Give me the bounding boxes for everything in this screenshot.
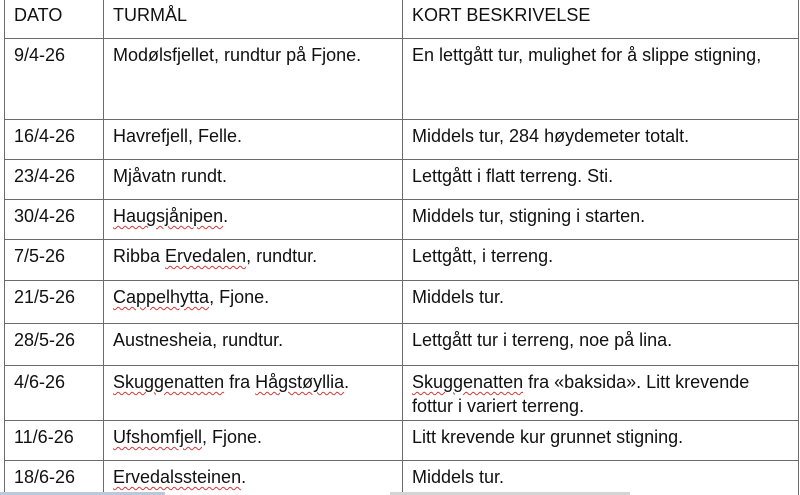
misspelled-word: Skuggenatten bbox=[412, 372, 524, 392]
hike-schedule-table bbox=[4, 0, 799, 495]
cell-destination[interactable]: Havrefjell, Felle. bbox=[104, 120, 403, 160]
misspelled-word: Skuggenatten bbox=[113, 372, 225, 392]
cell-destination[interactable] bbox=[104, 281, 403, 324]
cell-description[interactable]: Lettgått, i terreng. bbox=[403, 240, 799, 281]
cell-description[interactable]: Lettgått i flatt terreng. Sti. bbox=[403, 160, 799, 200]
cell-destination[interactable] bbox=[104, 421, 403, 461]
header-description: KORT BESKRIVELSE bbox=[403, 0, 799, 39]
cell-destination[interactable]: Austnesheia, rundtur. bbox=[104, 324, 403, 366]
cell-date[interactable]: 23/4-26 bbox=[5, 160, 104, 200]
text-fragment: , Fjone. bbox=[202, 427, 263, 447]
header-date: DATO bbox=[5, 0, 104, 39]
cell-description[interactable]: Middels tur. bbox=[403, 461, 799, 495]
table-row bbox=[5, 421, 799, 461]
cell-date[interactable]: 18/6-26 bbox=[5, 461, 104, 495]
cell-date[interactable]: 7/5-26 bbox=[5, 240, 104, 281]
table-row bbox=[5, 160, 799, 200]
text-fragment: Ribba bbox=[113, 246, 166, 266]
cell-description[interactable]: Middels tur, stigning i starten. bbox=[403, 200, 799, 240]
cell-description[interactable]: Lettgått tur i terreng, noe på lina. bbox=[403, 324, 799, 366]
cell-date[interactable]: 11/6-26 bbox=[5, 421, 104, 461]
text-fragment: fra «baksida». Litt krevende fottur i variert terreng. bbox=[412, 372, 750, 416]
table-row bbox=[5, 281, 799, 324]
misspelled-word: Ufshomfjell bbox=[113, 427, 203, 447]
cell-description[interactable] bbox=[403, 366, 799, 421]
cell-destination[interactable]: Modølsfjellet, rundtur på Fjone. bbox=[104, 39, 403, 120]
cell-date[interactable]: 16/4-26 bbox=[5, 120, 104, 160]
table-row bbox=[5, 324, 799, 366]
table-row bbox=[5, 39, 799, 120]
text-fragment: , rundtur. bbox=[246, 246, 318, 266]
cell-destination[interactable] bbox=[104, 240, 403, 281]
text-fragment: . bbox=[344, 372, 350, 392]
text-fragment: . bbox=[223, 206, 229, 226]
text-fragment: , Fjone. bbox=[209, 287, 270, 307]
cell-destination[interactable] bbox=[104, 200, 403, 240]
table-row bbox=[5, 240, 799, 281]
cell-destination[interactable] bbox=[104, 461, 403, 495]
header-destination: TURMÅL bbox=[104, 0, 403, 39]
cell-date[interactable]: 4/6-26 bbox=[5, 366, 104, 421]
cell-destination[interactable]: Mjåvatn rundt. bbox=[104, 160, 403, 200]
table-row bbox=[5, 200, 799, 240]
cell-description[interactable]: Middels tur. bbox=[403, 281, 799, 324]
cell-description[interactable]: Middels tur, 284 høydemeter totalt. bbox=[403, 120, 799, 160]
misspelled-word: Haugsjånipen bbox=[113, 206, 224, 226]
cell-date[interactable]: 9/4-26 bbox=[5, 39, 104, 120]
cell-date[interactable]: 21/5-26 bbox=[5, 281, 104, 324]
misspelled-word: Cappelhytta bbox=[113, 287, 210, 307]
text-fragment: fra bbox=[224, 372, 256, 392]
misspelled-word: Ervedalssteinen bbox=[113, 467, 242, 487]
cell-description[interactable]: Litt krevende kur grunnet stigning. bbox=[403, 421, 799, 461]
table-header-row bbox=[5, 0, 799, 39]
table-row bbox=[5, 366, 799, 421]
table-row bbox=[5, 120, 799, 160]
table-row bbox=[5, 461, 799, 495]
cell-destination[interactable] bbox=[104, 366, 403, 421]
cell-description[interactable]: En lettgått tur, mulighet for å slippe stigning, bbox=[403, 39, 799, 120]
cell-date[interactable]: 28/5-26 bbox=[5, 324, 104, 366]
misspelled-word: Hågstøyllia bbox=[255, 372, 345, 392]
cell-date[interactable]: 30/4-26 bbox=[5, 200, 104, 240]
misspelled-word: Ervedalen bbox=[165, 246, 247, 266]
text-fragment: . bbox=[241, 467, 247, 487]
